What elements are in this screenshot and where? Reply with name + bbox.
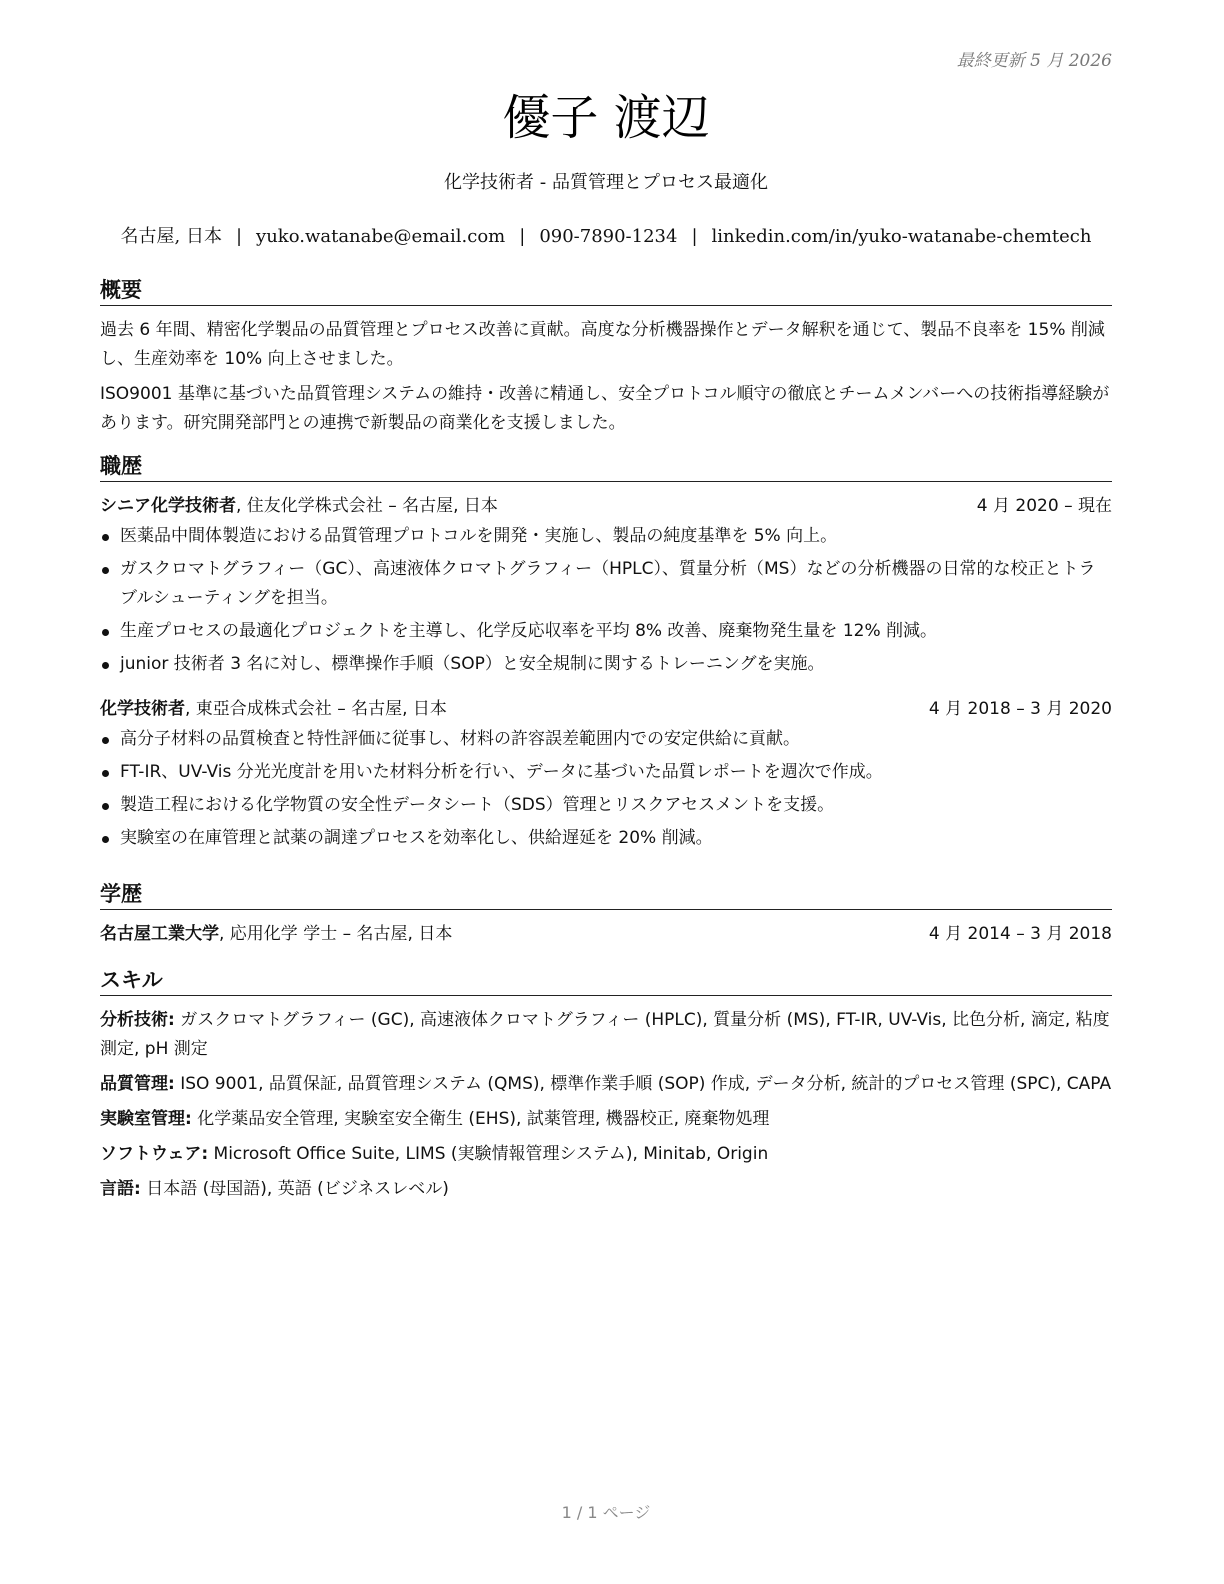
- resume-page: [100, 0, 1112, 1584]
- bullet-icon: [102, 836, 109, 843]
- list-item: [100, 791, 1112, 820]
- skill-value: ガスクロマトグラフィー (GC), 高速液体クロマトグラフィー (HPLC), 質量分析 (MS), FT-IR, UV-Vis, 比色分析, 滴定, 粘度測定, pH 測定: [100, 1010, 1110, 1059]
- skill-label: 言語:: [100, 1179, 141, 1199]
- contact-phone[interactable]: 090-7890-1234: [539, 226, 678, 247]
- job-org: , 住友化学株式会社 – 名古屋, 日本: [236, 496, 498, 516]
- bullet-icon: [102, 629, 109, 636]
- job-title-line: [100, 695, 447, 723]
- bullet-text: FT-IR、UV-Vis 分光光度計を用いた材料分析を行い、データに基づいた品質レポートを週次で作成。: [120, 762, 883, 782]
- bullet-text: ガスクロマトグラフィー（GC）、高速液体クロマトグラフィー（HPLC）、質量分析（MS）などの分析機器の日常的な校正とトラブルシューティングを担当。: [120, 559, 1096, 608]
- last-updated: 最終更新 5 月 2026: [956, 51, 1112, 71]
- list-item: [100, 522, 1112, 551]
- bullet-text: 生産プロセスの最適化プロジェクトを主導し、化学反応収率を平均 8% 改善、廃棄物発生量を 12% 削減。: [120, 621, 938, 641]
- list-item: [100, 617, 1112, 646]
- section-title: 学歴: [100, 880, 1112, 910]
- bullet-icon: [102, 803, 109, 810]
- skill-label: 分析技術:: [100, 1010, 175, 1030]
- job-header: [100, 492, 1112, 520]
- bullet-icon: [102, 770, 109, 777]
- job-dates: 4 月 2018 – 3 月 2020: [928, 699, 1112, 719]
- page-footer: 1 / 1 ページ: [561, 1503, 651, 1522]
- bullet-text: 製造工程における化学物質の安全性データシート（SDS）管理とリスクアセスメントを支援。: [120, 795, 835, 815]
- section-title: 概要: [100, 276, 1112, 306]
- bullet-text: 医薬品中間体製造における品質管理プロトコルを開発・実施し、製品の純度基準を 5% 向上。: [120, 526, 838, 546]
- separator: |: [235, 226, 243, 247]
- section-title: 職歴: [100, 452, 1112, 482]
- list-item: [100, 725, 1112, 754]
- job-title-line: [100, 492, 498, 520]
- bullet-text: junior 技術者 3 名に対し、標準操作手順（SOP）と安全規制に関するトレーニングを実施。: [120, 654, 825, 674]
- education-detail: , 応用化学 学士 – 名古屋, 日本: [219, 924, 453, 944]
- bullet-text: 実験室の在庫管理と試薬の調達プロセスを効率化し、供給遅延を 20% 削減。: [120, 828, 713, 848]
- education-school: 名古屋工業大学: [100, 924, 219, 944]
- job-entry: [100, 695, 1112, 853]
- skill-value: ISO 9001, 品質保証, 品質管理システム (QMS), 標準作業手順 (SOP) 作成, データ分析, 統計的プロセス管理 (SPC), CAPA: [174, 1074, 1112, 1094]
- separator: |: [519, 226, 526, 247]
- experience-section: [100, 452, 1112, 857]
- skill-row: [100, 1105, 1112, 1134]
- contact-linkedin[interactable]: linkedin.com/in/yuko-watanabe-chemtech: [711, 226, 1092, 247]
- list-item: [100, 555, 1112, 613]
- job-entry: [100, 492, 1112, 679]
- job-org: , 東亞合成株式会社 – 名古屋, 日本: [185, 699, 447, 719]
- contact-location: 名古屋, 日本: [120, 226, 222, 247]
- candidate-name: 優子 渡辺: [502, 90, 710, 146]
- list-item: [100, 824, 1112, 853]
- job-role: シニア化学技術者: [100, 496, 236, 516]
- summary-paragraph: 過去 6 年間、精密化学製品の品質管理とプロセス改善に貢献。高度な分析機器操作とデータ解釈を通じて、製品不良率を 15% 削減し、生産効率を 10% 向上させました。: [100, 320, 1105, 369]
- bullet-text: 高分子材料の品質検査と特性評価に従事し、材料の許容誤差範囲内での安定供給に貢献。: [120, 729, 800, 749]
- job-role: 化学技術者: [100, 699, 185, 719]
- skill-row: [100, 1175, 1112, 1204]
- section-title: スキル: [100, 966, 1112, 996]
- skill-value: Microsoft Office Suite, LIMS (実験情報管理システム), Minitab, Origin: [208, 1144, 769, 1164]
- headline: 化学技術者 - 品質管理とプロセス最適化: [444, 172, 768, 193]
- job-bullets: [100, 725, 1112, 853]
- separator: |: [691, 226, 698, 247]
- contact-line: [100, 224, 1112, 250]
- education-line: [100, 920, 452, 948]
- education-entry: [100, 920, 1112, 948]
- contact-email[interactable]: yuko.watanabe@email.com: [256, 226, 506, 247]
- bullet-icon: [102, 737, 109, 744]
- skill-row: [100, 1070, 1112, 1099]
- job-header: [100, 695, 1112, 723]
- job-bullets: [100, 522, 1112, 679]
- skill-value: 化学薬品安全管理, 実験室安全衛生 (EHS), 試薬管理, 機器校正, 廃棄物処理: [191, 1109, 770, 1129]
- job-dates: 4 月 2020 – 現在: [976, 496, 1112, 516]
- bullet-icon: [102, 567, 109, 574]
- skill-label: 品質管理:: [100, 1074, 175, 1094]
- skill-label: 実験室管理:: [100, 1109, 192, 1129]
- skills-section: [100, 966, 1112, 1210]
- skill-row: [100, 1140, 1112, 1169]
- education-dates: 4 月 2014 – 3 月 2018: [928, 924, 1112, 944]
- skill-label: ソフトウェア:: [100, 1144, 209, 1164]
- bullet-icon: [102, 534, 109, 541]
- skill-row: [100, 1006, 1112, 1064]
- summary-paragraph: ISO9001 基準に基づいた品質管理システムの維持・改善に精通し、安全プロトコル順守の徹底とチームメンバーへの技術指導経験があります。研究開発部門との連携で新製品の商業化を支援しました。: [100, 384, 1110, 433]
- bullet-icon: [102, 662, 109, 669]
- list-item: [100, 758, 1112, 787]
- list-item: [100, 650, 1112, 679]
- skill-value: 日本語 (母国語), 英語 (ビジネスレベル): [140, 1179, 449, 1199]
- education-section: [100, 880, 1112, 948]
- summary-section: [100, 276, 1112, 444]
